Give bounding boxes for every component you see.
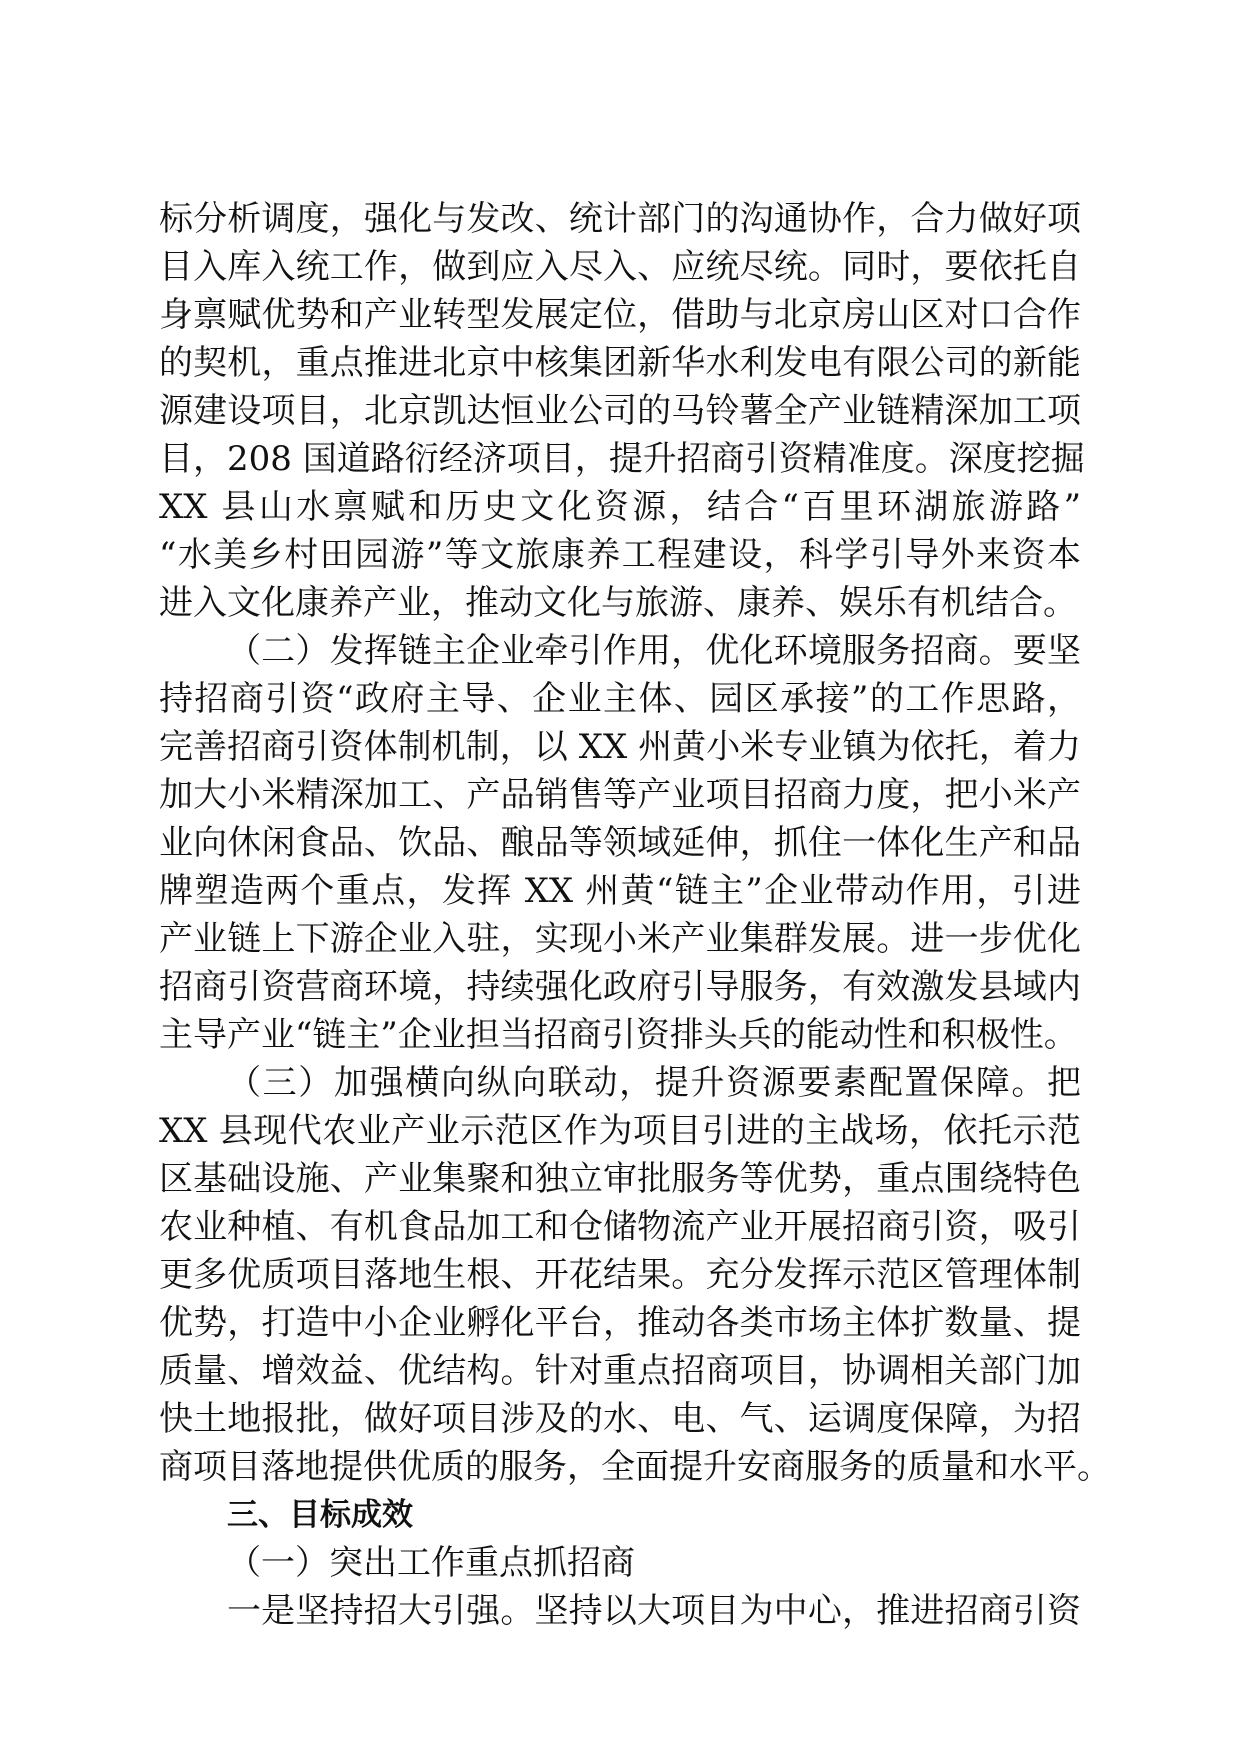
text-line: 招商引资营商环境，持续强化政府引导服务，有效激发县域内 [159,967,1081,1007]
text-line: “水美乡村田园游”等文旅康养工程建设，科学引导外来资本 [159,535,1081,575]
text-line: XX 县山水禀赋和历史文化资源，结合“百里环湖旅游路” [159,487,1081,527]
text-line: 进入文化康养产业，推动文化与旅游、康养、娱乐有机结合。 [159,583,1077,623]
text-line: 目，208 国道路衍经济项目，提升招商引资精准度。深度挖掘 [159,439,1085,479]
paragraph-heading-3: （三）加强横向纵向联动，提升资源要素配置保障。把 [227,1063,1081,1103]
text-line: XX 县现代农业产业示范区作为项目引进的主战场，依托示范 [159,1111,1081,1151]
text-line: 源建设项目，北京凯达恒业公司的马铃薯全产业链精深加工项 [159,391,1081,431]
text-line: 的契机，重点推进北京中核集团新华水利发电有限公司的新能 [159,343,1081,383]
text-line: 持招商引资“政府主导、企业主体、园区承接”的工作思路， [159,679,1081,719]
text-line: 身禀赋优势和产业转型发展定位，借助与北京房山区对口合作 [159,295,1081,335]
paragraph-heading-2: （二）发挥链主企业牵引作用，优化环境服务招商。要坚 [227,631,1081,671]
text-line: 农业种植、有机食品加工和仓储物流产业开展招商引资，吸引 [159,1207,1081,1247]
text-line: 商项目落地提供优质的服务，全面提升安商服务的质量和水平。 [159,1447,1111,1487]
text-line: 目入库入统工作，做到应入尽入、应统尽统。同时，要依托自 [159,247,1081,287]
subsection-heading: （一）突出工作重点抓招商 [227,1543,635,1583]
text-line: 快土地报批，做好项目涉及的水、电、气、运调度保障，为招 [159,1399,1081,1439]
text-line: 主导产业“链主”企业担当招商引资排头兵的能动性和积极性。 [159,1015,1078,1055]
text-line: 一是坚持招大引强。坚持以大项目为中心，推进招商引资 [227,1591,1081,1631]
text-line: 更多优质项目落地生根、开花结果。充分发挥示范区管理体制 [159,1255,1081,1295]
section-heading: 三、目标成效 [227,1497,413,1533]
document-body [159,195,1111,1635]
text-line: 标分析调度，强化与发改、统计部门的沟通协作，合力做好项 [159,199,1081,239]
text-line: 完善招商引资体制机制，以 XX 州黄小米专业镇为依托，着力 [159,727,1081,767]
text-line: 优势，打造中小企业孵化平台，推动各类市场主体扩数量、提 [159,1303,1081,1343]
text-line: 产业链上下游企业入驻，实现小米产业集群发展。进一步优化 [159,919,1081,959]
text-line: 牌塑造两个重点，发挥 XX 州黄“链主”企业带动作用，引进 [159,871,1081,911]
text-line: 加大小米精深加工、产品销售等产业项目招商力度，把小米产 [159,775,1081,815]
text-line: 质量、增效益、优结构。针对重点招商项目，协调相关部门加 [159,1351,1081,1391]
text-line: 业向休闲食品、饮品、酿品等领域延伸，抓住一体化生产和品 [159,823,1081,863]
text-line: 区基础设施、产业集聚和独立审批服务等优势，重点围绕特色 [159,1159,1081,1199]
